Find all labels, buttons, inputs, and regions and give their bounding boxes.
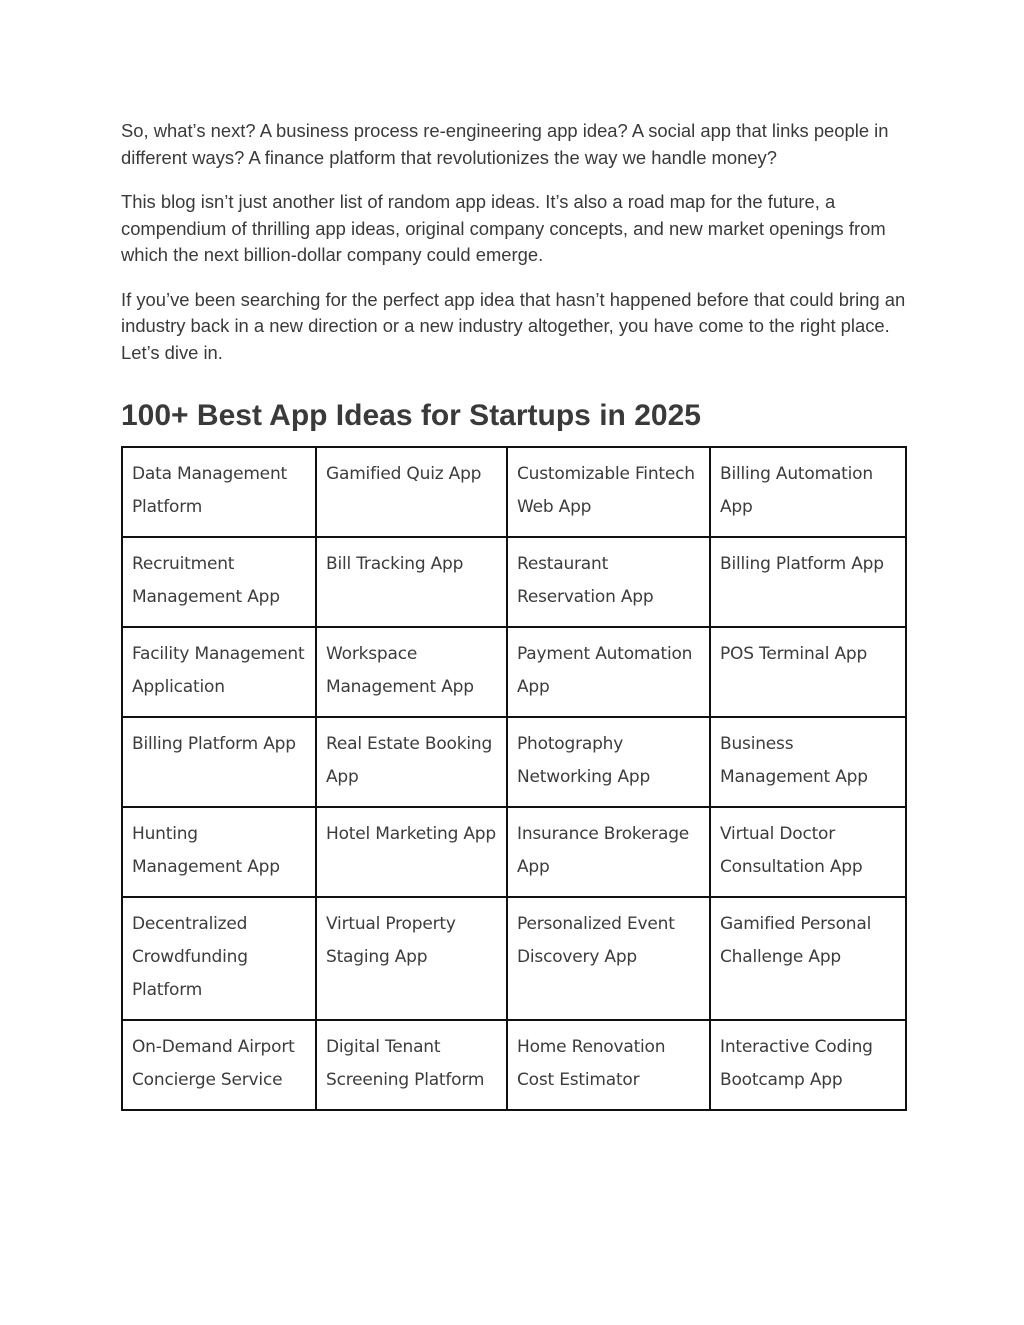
table-cell: Data Management Platform [122, 447, 316, 537]
table-cell: Interactive Coding Bootcamp App [710, 1020, 906, 1110]
table-cell: Facility Management Application [122, 627, 316, 717]
table-cell: Billing Platform App [122, 717, 316, 807]
table-cell: Photography Networking App [507, 717, 710, 807]
table-cell: Recruitment Management App [122, 537, 316, 627]
table-cell: Hunting Management App [122, 807, 316, 897]
table-row [122, 807, 906, 897]
table-cell: Virtual Property Staging App [316, 897, 507, 1020]
table-row [122, 1020, 906, 1110]
table-row [122, 537, 906, 627]
table-cell: Payment Automation App [507, 627, 710, 717]
table-cell: Bill Tracking App [316, 537, 507, 627]
table-row [122, 447, 906, 537]
intro-paragraph-2: This blog isn’t just another list of random app ideas. It’s also a road map for the future, a compendium of thrilling app ideas, original company concepts, and new market openings from which the next billion-dollar company could emerge. [121, 191, 886, 265]
table-cell: Real Estate Booking App [316, 717, 507, 807]
app-ideas-table [121, 446, 907, 1111]
intro-paragraph-1: So, what’s next? A business process re-engineering app idea? A social app that links people in different ways? A finance platform that revolutionizes the way we handle money? [121, 120, 889, 168]
table-row [122, 627, 906, 717]
table-row [122, 717, 906, 807]
table-cell: Gamified Personal Challenge App [710, 897, 906, 1020]
table-cell: Home Renovation Cost Estimator [507, 1020, 710, 1110]
section-heading: 100+ Best App Ideas for Startups in 2025 [121, 399, 701, 432]
table-cell: Billing Automation App [710, 447, 906, 537]
table-cell: Decentralized Crowdfunding Platform [122, 897, 316, 1020]
table-cell: On-Demand Airport Concierge Service [122, 1020, 316, 1110]
table-cell: Insurance Brokerage App [507, 807, 710, 897]
table-cell: Gamified Quiz App [316, 447, 507, 537]
table-cell: Customizable Fintech Web App [507, 447, 710, 537]
document-page [121, 118, 911, 1111]
table-cell: Personalized Event Discovery App [507, 897, 710, 1020]
intro-paragraph-3: If you’ve been searching for the perfect app idea that hasn’t happened before that could bring an industry back in a new direction or a new industry altogether, you have come to the right place. Let’s dive in. [121, 288, 906, 363]
table-cell: Business Management App [710, 717, 906, 807]
table-cell: Workspace Management App [316, 627, 507, 717]
table-row [122, 897, 906, 1020]
table-cell: Restaurant Reservation App [507, 537, 710, 627]
table-cell: Digital Tenant Screening Platform [316, 1020, 507, 1110]
table-cell: POS Terminal App [710, 627, 906, 717]
table-cell: Billing Platform App [710, 537, 906, 627]
table-cell: Virtual Doctor Consultation App [710, 807, 906, 897]
table-cell: Hotel Marketing App [316, 807, 507, 897]
